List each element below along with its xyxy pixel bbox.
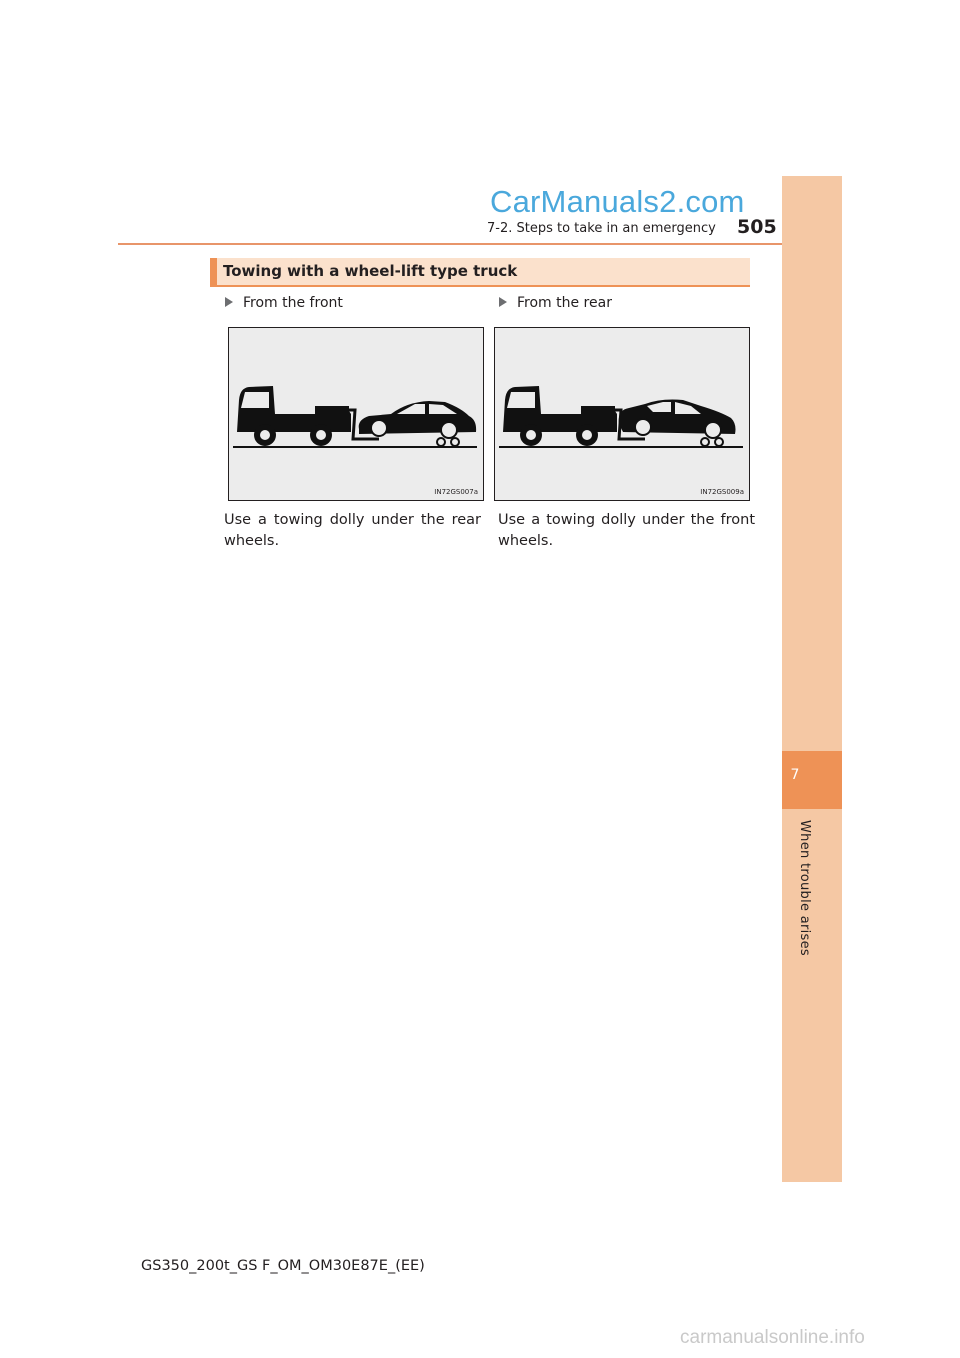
section-heading-bar <box>210 258 750 287</box>
triangle-bullet-icon <box>225 297 233 307</box>
page-number: 505 <box>737 216 777 238</box>
figure-code: IN72GS009a <box>700 488 744 496</box>
header-divider <box>118 243 842 245</box>
label-from-front <box>225 295 343 311</box>
label-from-rear <box>499 295 612 311</box>
triangle-bullet-icon <box>499 297 507 307</box>
chapter-side-tab <box>782 176 842 1182</box>
figure-tow-from-front <box>228 327 484 501</box>
caption-from-front: Use a towing dolly under the rear wheels. <box>224 512 481 549</box>
chapter-number-box <box>782 751 842 809</box>
section-title: 7-2. Steps to take in an emergency <box>487 221 716 236</box>
chapter-title: When trouble arises <box>797 820 812 956</box>
caption-from-rear: Use a towing dolly under the front wheels. <box>498 512 755 549</box>
figure-tow-from-rear <box>494 327 750 501</box>
label-from-front-text: From the front <box>243 295 343 311</box>
section-heading: Towing with a wheel-lift type truck <box>223 262 518 280</box>
tow-truck-rear-illustration <box>495 328 749 500</box>
document-code-footer: GS350_200t_GS F_OM_OM30E87E_(EE) <box>141 1258 425 1274</box>
figure-code: IN72GS007a <box>434 488 478 496</box>
label-from-rear-text: From the rear <box>517 295 612 311</box>
carmanualsonline-watermark: carmanualsonline.info <box>680 1327 865 1348</box>
carmanuals-watermark: CarManuals2.com <box>490 184 745 219</box>
tow-truck-front-illustration <box>229 328 483 500</box>
chapter-number: 7 <box>790 767 800 783</box>
heading-accent <box>210 258 217 285</box>
